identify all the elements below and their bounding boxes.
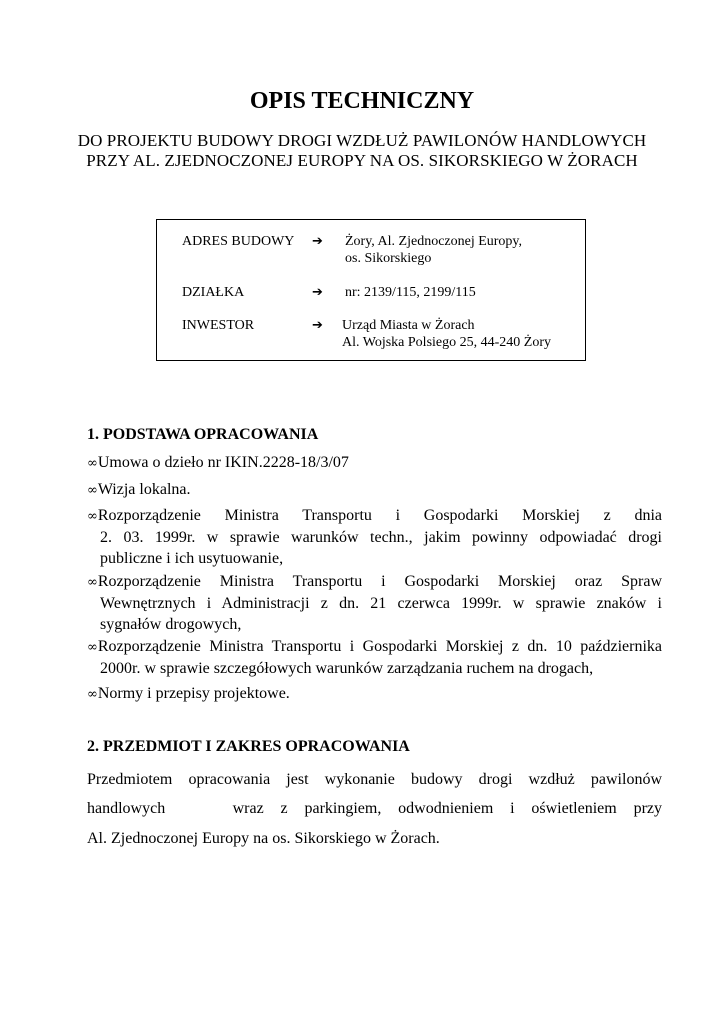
section-1-heading: 1. PODSTAWA OPRACOWANIA: [87, 426, 319, 443]
address-value-line-2: os. Sikorskiego: [345, 251, 432, 266]
list-item-text-line-1: Rozporządzenie Ministra Transportu i Gospodarki Morskiej oraz Spraw: [97, 573, 662, 590]
list-item: [87, 683, 662, 705]
paragraph-line-3: Al. Zjednoczonej Europy na os. Sikorskiego w Żorach.: [87, 830, 440, 847]
list-item: [87, 571, 662, 635]
list-item-text-line-2: Wewnętrznych i Administracji z dn. 21 czerwca 1999r. w sprawie znaków i: [100, 595, 662, 612]
list-item-text-line-3: sygnałów drogowych,: [100, 616, 242, 633]
project-info-box: [156, 219, 586, 361]
investor-value-line-1: Urząd Miasta w Żorach: [342, 318, 475, 333]
list-item-text-line-2: 2. 03. 1999r. w sprawie warunków techn., jakim powinny odpowiadać drogi: [100, 529, 662, 546]
arrow-right-icon: ➔: [312, 285, 323, 300]
document-title: OPIS TECHNICZNY: [249, 88, 475, 114]
list-item-text: Wizja lokalna.: [97, 481, 191, 498]
list-item-text-line-1: Rozporządzenie Ministra Transportu i Gospodarki Morskiej z dnia: [97, 507, 662, 524]
bullet-icon: ∞: [87, 575, 98, 590]
list-item: [87, 452, 662, 474]
document-subtitle-line-2: PRZY AL. ZJEDNOCZONEJ EUROPY NA OS. SIKORSKIEGO W ŻORACH: [86, 151, 638, 170]
bullet-icon: ∞: [87, 483, 98, 498]
bullet-icon: ∞: [87, 456, 98, 471]
list-item-text-line-3: publiczne i ich usytuowanie,: [100, 550, 284, 567]
address-label: ADRES BUDOWY: [182, 234, 295, 249]
list-item-text: Umowa o dzieło nr IKIN.2228-18/3/07: [97, 454, 349, 471]
document-subtitle-line-1: DO PROJEKTU BUDOWY DROGI WZDŁUŻ PAWILONÓW HANDLOWYCH: [77, 131, 647, 150]
plot-label: DZIAŁKA: [182, 285, 245, 300]
paragraph-line-2: handlowych wraz z parkingiem, odwodnieniem i oświetleniem przy: [87, 800, 662, 817]
plot-value: nr: 2139/115, 2199/115: [345, 285, 476, 300]
arrow-right-icon: ➔: [312, 234, 323, 249]
list-item: [87, 505, 662, 569]
bullet-icon: ∞: [87, 640, 98, 655]
list-item-text: Normy i przepisy projektowe.: [97, 685, 290, 702]
section-2-heading: 2. PRZEDMIOT I ZAKRES OPRACOWANIA: [87, 738, 410, 755]
list-item-text-line-2: 2000r. w sprawie szczegółowych warunków zarządzania ruchem na drogach,: [100, 660, 594, 677]
arrow-right-icon: ➔: [312, 318, 323, 333]
bullet-icon: ∞: [87, 509, 98, 524]
investor-label: INWESTOR: [182, 318, 255, 333]
investor-value-line-2: Al. Wojska Polsiego 25, 44-240 Żory: [342, 335, 551, 350]
bullet-icon: ∞: [87, 687, 98, 702]
paragraph-line-1: Przedmiotem opracowania jest wykonanie budowy drogi wzdłuż pawilonów: [87, 771, 662, 788]
list-item: [87, 479, 662, 501]
address-value-line-1: Żory, Al. Zjednoczonej Europy,: [345, 234, 523, 249]
list-item: [87, 636, 662, 679]
list-item-text-line-1: Rozporządzenie Ministra Transportu i Gospodarki Morskiej z dn. 10 października: [97, 638, 662, 655]
